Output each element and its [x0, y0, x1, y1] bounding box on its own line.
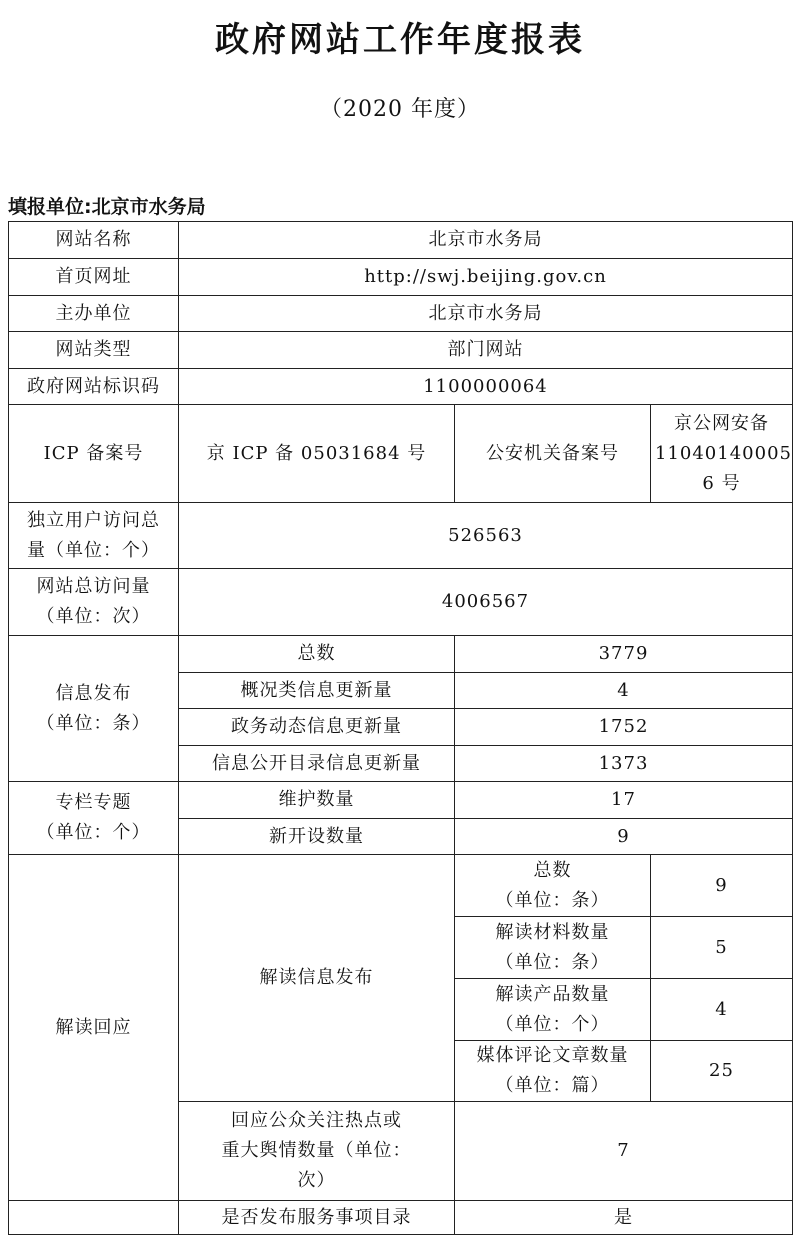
police-record-value: 京公网安备 11040140005 6 号 — [651, 405, 793, 503]
media-articles-value: 25 — [651, 1041, 793, 1102]
news-update-value: 1752 — [455, 709, 793, 746]
organizer-value: 北京市水务局 — [179, 296, 793, 332]
site-code-label: 政府网站标识码 — [9, 369, 179, 405]
table-row — [9, 259, 793, 296]
columns-new-value: 9 — [455, 819, 793, 855]
site-type-value: 部门网站 — [179, 332, 793, 369]
organizer-label: 主办单位 — [9, 296, 179, 332]
table-row — [9, 222, 793, 259]
table-row — [9, 369, 793, 405]
columns-new-label: 新开设数量 — [179, 819, 455, 855]
site-name-value: 北京市水务局 — [179, 222, 793, 259]
disclosure-update-label: 信息公开目录信息更新量 — [179, 746, 455, 782]
police-record-label: 公安机关备案号 — [455, 405, 651, 503]
table-row — [9, 1201, 793, 1235]
table-row — [9, 855, 793, 917]
interpretation-label: 解读回应 — [9, 855, 179, 1201]
site-code-value: 1100000064 — [179, 369, 793, 405]
products-count-value: 4 — [651, 979, 793, 1041]
icp-value: 京 ICP 备 05031684 号 — [179, 405, 455, 503]
site-name-label: 网站名称 — [9, 222, 179, 259]
unique-visitors-value: 526563 — [179, 503, 793, 569]
filing-unit: 填报单位:北京市水务局 — [8, 196, 206, 218]
site-type-label: 网站类型 — [9, 332, 179, 369]
table-row — [9, 782, 793, 819]
products-count-label: 解读产品数量 （单位：个） — [455, 979, 651, 1041]
total-visits-label: 网站总访问量 （单位：次） — [9, 569, 179, 636]
interpretation-release-label: 解读信息发布 — [179, 855, 455, 1102]
icp-label: ICP 备案号 — [9, 405, 179, 503]
materials-count-value: 5 — [651, 917, 793, 979]
report-year: （2020 年度） — [320, 97, 480, 122]
report-table — [8, 221, 793, 1235]
service-catalog-value: 是 — [455, 1201, 793, 1235]
homepage-label: 首页网址 — [9, 259, 179, 296]
unique-visitors-label: 独立用户访问总 量（单位：个） — [9, 503, 179, 569]
disclosure-update-value: 1373 — [455, 746, 793, 782]
info-total-value: 3779 — [455, 636, 793, 673]
news-update-label: 政务动态信息更新量 — [179, 709, 455, 746]
public-response-label: 回应公众关注热点或 重大舆情数量（单位： 次） — [179, 1102, 455, 1201]
table-row — [9, 332, 793, 369]
interpretation-total-value: 9 — [651, 855, 793, 917]
table-row — [9, 405, 793, 503]
interpretation-total-label: 总数 （单位：条） — [455, 855, 651, 917]
service-catalog-label: 是否发布服务事项目录 — [179, 1201, 455, 1235]
page-title: 政府网站工作年度报表 — [215, 20, 585, 60]
overview-update-value: 4 — [455, 673, 793, 709]
table-row — [9, 636, 793, 673]
columns-label: 专栏专题 （单位：个） — [9, 782, 179, 855]
media-articles-label: 媒体评论文章数量 （单位：篇） — [455, 1041, 651, 1102]
public-response-value: 7 — [455, 1102, 793, 1201]
total-visits-value: 4006567 — [179, 569, 793, 636]
columns-maintained-value: 17 — [455, 782, 793, 819]
info-release-label: 信息发布 （单位：条） — [9, 636, 179, 782]
overview-update-label: 概况类信息更新量 — [179, 673, 455, 709]
service-catalog-spacer — [9, 1201, 179, 1235]
table-row — [9, 569, 793, 636]
table-row — [9, 296, 793, 332]
table-row — [9, 503, 793, 569]
columns-maintained-label: 维护数量 — [179, 782, 455, 819]
homepage-value: http://swj.beijing.gov.cn — [179, 259, 793, 296]
materials-count-label: 解读材料数量 （单位：条） — [455, 917, 651, 979]
info-total-label: 总数 — [179, 636, 455, 673]
